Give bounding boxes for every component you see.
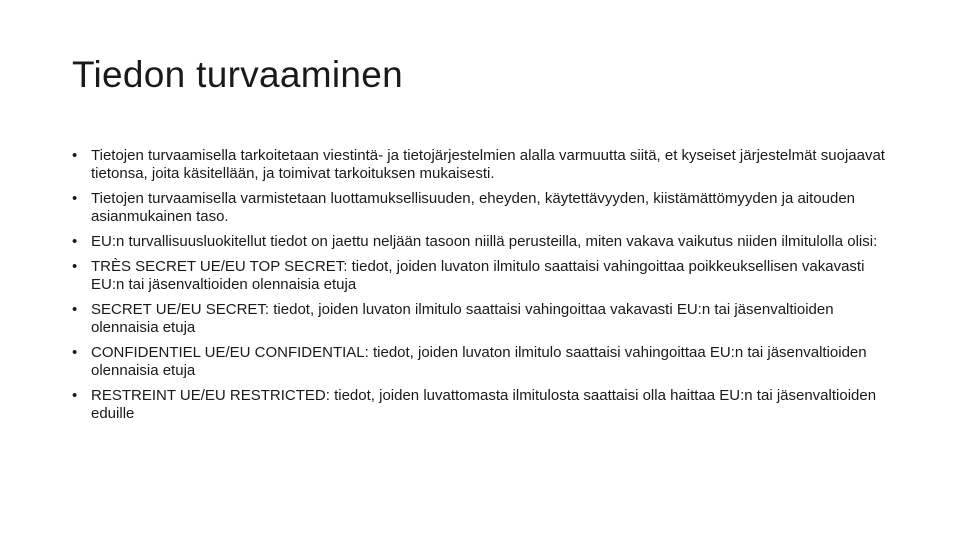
slide-title: Tiedon turvaaminen [72, 54, 404, 95]
bullet-item [72, 387, 892, 423]
bullet-text: SECRET UE/EU SECRET: tiedot, joiden luvaton ilmitulo saattaisi vahingoittaa vakavasti EU:n tai jäsenvaltioiden olennaisia etuja [91, 301, 834, 336]
bullet-item [72, 190, 892, 226]
bullet-text: CONFIDENTIEL UE/EU CONFIDENTIAL: tiedot, joiden luvaton ilmitulo saattaisi vahingoittaa EU:n tai jäsenvaltioiden olennaisia etuja [91, 344, 867, 379]
bullet-icon: • [72, 190, 78, 207]
bullet-icon: • [72, 301, 78, 318]
bullet-text: Tietojen turvaamisella tarkoitetaan viestintä- ja tietojärjestelmien alalla varmuutta siitä, et kyseiset järjestelmät suojaavat tietonsa, joita käsitellään, ja toimivat tarkoituksen mukaisesti. [91, 147, 885, 182]
bullet-item [72, 233, 892, 251]
bullet-list [72, 147, 892, 423]
bullet-item [72, 258, 892, 294]
bullet-text: Tietojen turvaamisella varmistetaan luottamuksellisuuden, eheyden, käytettävyyden, kiistämättömyyden ja aitouden asianmukainen taso. [91, 190, 856, 225]
bullet-icon: • [72, 344, 78, 361]
bullet-item [72, 147, 892, 183]
bullet-text: TRÈS SECRET UE/EU TOP SECRET: tiedot, joiden luvaton ilmitulo saattaisi vahingoittaa poikkeuksellisen vakavasti EU:n tai jäsenvaltioiden olennaisia etuja [91, 258, 865, 293]
bullet-text: RESTREINT UE/EU RESTRICTED: tiedot, joiden luvattomasta ilmitulosta saattaisi olla haittaa EU:n tai jäsenvaltioiden eduille [91, 387, 877, 422]
bullet-icon: • [72, 233, 78, 250]
bullet-item [72, 344, 892, 380]
bullet-icon: • [72, 387, 78, 404]
bullet-item [72, 301, 892, 337]
bullet-text: EU:n turvallisuusluokitellut tiedot on jaettu neljään tasoon niillä perusteilla, miten vakava vaikutus niiden ilmitulolla olisi: [91, 233, 878, 250]
bullet-icon: • [72, 258, 78, 275]
bullet-icon: • [72, 147, 78, 164]
